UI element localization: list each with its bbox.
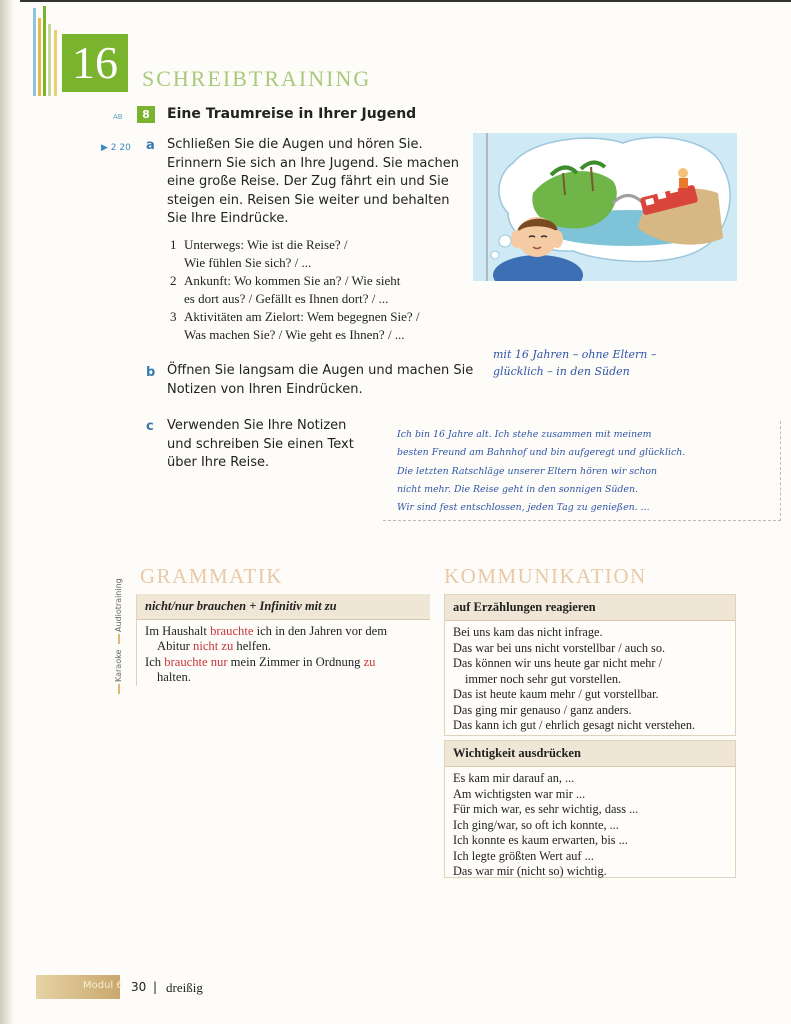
task-a-line: steigen ein. Reisen Sie weiter und behalten xyxy=(167,192,450,208)
color-stripe-1 xyxy=(33,8,36,96)
task-c-text xyxy=(167,417,354,473)
workbook-label: AB xyxy=(113,113,123,121)
phrase-line: Bei uns kam das nicht infrage. xyxy=(453,625,603,639)
top-rule xyxy=(20,0,791,2)
grammar-example xyxy=(145,655,422,670)
task-letter-c: c xyxy=(146,419,154,434)
grammatik-box xyxy=(136,594,430,686)
text: Im Haushalt xyxy=(145,624,211,638)
tab-marker xyxy=(118,684,120,694)
color-stripe-5 xyxy=(54,30,57,96)
phrase-line: Das war mir (nicht so) wichtig. xyxy=(453,864,607,878)
list-line: Was machen Sie? / Wie geht es Ihnen? / ... xyxy=(184,327,405,342)
exercise-number: 8 xyxy=(137,106,155,123)
footer-module-label: Modul 6 xyxy=(83,980,123,991)
note-line: Wir sind fest entschlossen, jeden Tag zu genießen. ... xyxy=(397,502,650,514)
task-letter-b: b xyxy=(146,365,156,380)
kommunikation-box-1 xyxy=(444,594,736,736)
color-stripe-3 xyxy=(43,6,46,96)
grammar-example-cont: halten. xyxy=(157,669,191,684)
list-number: 1 xyxy=(170,237,177,252)
task-b-text xyxy=(167,362,473,399)
task-c-line: über Ihre Reise. xyxy=(167,455,270,471)
box-lines xyxy=(445,767,735,884)
phrase-line: Das ist heute kaum mehr / gut vorstellbar. xyxy=(453,687,659,701)
phrase-line: Das kann ich gut / ehrlich gesagt nicht verstehen. xyxy=(453,718,696,732)
task-letter-a: a xyxy=(146,138,155,153)
text: Abitur xyxy=(157,639,194,654)
color-stripe-2 xyxy=(38,18,41,96)
note-line: Ich bin 16 Jahre alt. Ich stehe zusammen mit meinem xyxy=(397,429,652,440)
kommunikation-box-2 xyxy=(444,740,736,878)
exercise-title: Eine Traumreise in Ihrer Jugend xyxy=(167,106,417,122)
highlight: brauchte xyxy=(210,624,254,638)
task-b-line: Öffnen Sie langsam die Augen und machen Sie xyxy=(167,363,474,378)
task-c-line: Verwenden Sie Ihre Notizen xyxy=(167,418,347,433)
box-heading: Wichtigkeit ausdrücken xyxy=(445,741,735,767)
list-line: Aktivitäten am Zielort: Wem begegnen Sie? / xyxy=(184,309,420,324)
task-a-line: Sie Ihre Eindrücke. xyxy=(167,211,289,227)
phrase-line: Das können wir uns heute gar nicht mehr / xyxy=(453,656,662,670)
handwritten-sample-text xyxy=(383,421,781,521)
travel-daydream-illustration xyxy=(473,133,737,281)
note-line: nicht mehr. Die Reise geht in den sonnigen Süden. xyxy=(397,483,638,495)
karaoke-tab[interactable]: Karaoke xyxy=(114,649,123,682)
phrase-line: Es kam mir darauf an, ... xyxy=(453,771,575,785)
illustration-image xyxy=(473,133,737,281)
list-number: 3 xyxy=(170,309,177,324)
highlight: nicht zu xyxy=(193,639,234,654)
phrase-line: Das ging mir genauso / ganz anders. xyxy=(453,702,632,717)
grammatik-examples xyxy=(137,620,430,689)
list-number: 2 xyxy=(170,273,177,288)
task-b-line: Notizen von Ihren Eindrücken. xyxy=(167,381,363,397)
audio-track-label[interactable]: ▶ 2 20 xyxy=(101,143,131,153)
task-a-line: eine große Reise. Der Zug fährt ein und Sie xyxy=(167,174,449,190)
task-a-list xyxy=(170,236,420,344)
phrase-line: Am wichtigsten war mir ... xyxy=(453,786,586,801)
highlight: brauchte nur xyxy=(164,654,228,669)
audiotraining-tab[interactable]: Audiotraining xyxy=(114,578,123,632)
task-c-line: und schreiben Sie einen Text xyxy=(167,436,354,452)
list-line: Wie fühlen Sie sich? / ... xyxy=(184,255,312,270)
task-a-line: Schließen Sie die Augen und hören Sie. xyxy=(167,137,423,152)
highlight: zu xyxy=(363,654,376,669)
phrase-line: Ich ging/war, so oft ich konnte, ... xyxy=(453,817,619,832)
grammatik-heading: nicht/nur brauchen + Infinitiv mit zu xyxy=(137,594,430,620)
list-line: Ankunft: Wo kommen Sie an? / Wie sieht xyxy=(184,273,401,288)
note-line: glücklich – in den Süden xyxy=(493,365,630,378)
page-number: 30 xyxy=(131,980,147,994)
chapter-number: 16 xyxy=(62,34,128,92)
text: mein Zimmer in Ordnung xyxy=(227,654,364,669)
task-a-line: Erinnern Sie sich an Ihre Jugend. Sie machen xyxy=(167,155,459,171)
note-line: Die letzten Ratschläge unserer Eltern hören wir schon xyxy=(397,465,658,477)
note-line: mit 16 Jahren – ohne Eltern – xyxy=(493,348,657,361)
phrase-line: Das war bei uns nicht vorstellbar / auch so. xyxy=(453,640,666,655)
list-item xyxy=(170,272,420,308)
phrase-line: immer noch sehr gut vorstellen. xyxy=(465,671,622,686)
text: ich in den Jahren vor dem xyxy=(253,624,388,638)
phrase-line: Ich konnte es kaum erwarten, bis ... xyxy=(453,833,628,847)
tab-marker xyxy=(118,634,120,644)
phrase-line: Ich legte größten Wert auf ... xyxy=(453,848,594,863)
handwritten-notes-short xyxy=(493,346,656,380)
list-item xyxy=(170,236,420,272)
phrase-line: Für mich war, es sehr wichtig, dass ... xyxy=(453,802,639,816)
kommunikation-title: KOMMUNIKATION xyxy=(444,564,647,588)
list-item xyxy=(170,308,420,344)
page-number-word: dreißig xyxy=(166,980,203,995)
color-stripe-4 xyxy=(48,24,51,96)
book-spine-shadow xyxy=(0,0,14,1024)
task-a-text xyxy=(167,136,459,229)
grammatik-title: GRAMMATIK xyxy=(140,564,284,588)
grammar-example xyxy=(145,624,422,639)
list-line: Unterwegs: Wie ist die Reise? / xyxy=(184,237,348,252)
list-line: es dort aus? / Gefällt es Ihnen dort? / ... xyxy=(184,291,389,306)
chapter-title: SCHREIBTRAINING xyxy=(142,66,372,91)
text: helfen. xyxy=(233,639,272,654)
box-lines xyxy=(445,621,735,738)
grammar-example-cont xyxy=(145,639,422,654)
page-separator: | xyxy=(153,980,158,994)
note-line: besten Freund am Bahnhof und bin aufgeregt und glücklich. xyxy=(397,447,686,459)
text: Ich xyxy=(145,654,165,669)
box-heading: auf Erzählungen reagieren xyxy=(445,595,735,621)
